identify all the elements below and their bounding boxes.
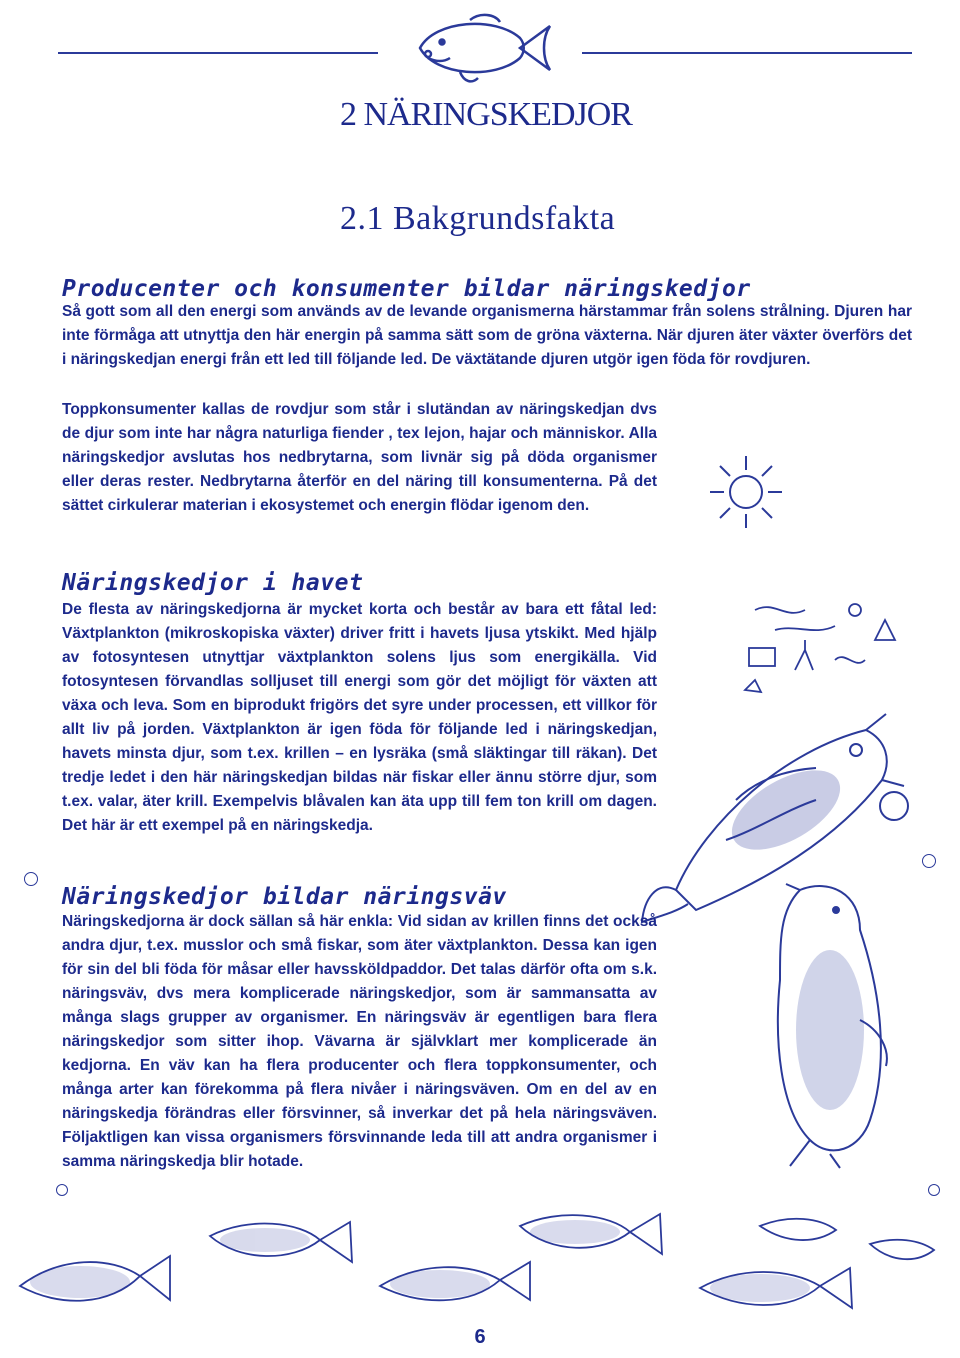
bubble-icon <box>922 854 936 868</box>
section-body-producers <box>62 300 912 372</box>
subchapter-title: 2.1 Bakgrundsfakta <box>340 200 616 237</box>
page-number: 6 <box>474 1326 486 1348</box>
bubble-icon <box>24 872 38 886</box>
paragraph: De flesta av näringskedjorna är mycket korta och består av bara ett fåtal led: Växtplankton (mikroskopiska växter) driver fritt i havets ljusa ytskikt. Med hjälp av fotosyntesen utnyttjar växtplankton solens ljus som energikälla. Vid fotosyntesen förvandlas solljuset till energi som gör det möjligt för växten att växa och leva. Som en biprodukt frigörs det syre under processen, ett villkor för allt liv på jorden. Växtplankton är igen föda för följande led i näringskedjan, havets minsta djur, som t.ex. krillen – en lysräka (små släktingar till räkan). Det tredje ledet i den här näringskedjan bildas när fiskar eller ännu större djur, som t.ex. valar, äter krill. Exempelvis blåvalen kan äta upp till fem ton krill om dagen. Det här är ett exempel på en näringskedja. <box>62 601 657 834</box>
header-rule-left <box>58 52 378 54</box>
sun-icon <box>706 452 786 532</box>
fish-icon <box>400 8 560 88</box>
section-body-sea <box>62 598 657 838</box>
chapter-title: 2 NÄRINGSKEDJOR <box>340 96 632 133</box>
bubble-icon <box>56 1184 68 1196</box>
paragraph: Näringskedjorna är dock sällan så här enkla: Vid sidan av krillen finns det också andra djur, t.ex. musslor och små fiskar, som äter växtplankton. Dessa kan igen för sin del bli föda för måsar eller havssköldpaddor. Det talas därför ofta om s.k. näringsväv, dvs mera komplicerade näringskedjor, som är sammansatta av många slags grupper av organismer. En näringsväv är egentligen bara flera näringskedjor som sitter ihop. Vävarna är självklart mer komplicerade än kedjorna. En väv kan ha flera producenter och flera toppkonsumenter, och många arter kan förekomma på flera nivåer i näringsväven. Om en del av en näringskedja förändras eller försvinner, så inverkar det på hela näringsväven. Följaktligen kan vissa organismers försvinnande leda till att andra organismer i samma näringskedja blir hotade. <box>62 913 657 1170</box>
section-heading-producers: Producenter och konsumenter bildar näringskedjor <box>62 276 751 302</box>
seal-illustration <box>740 870 920 1170</box>
section-body-web <box>62 910 657 1174</box>
paragraph: Så gott som all den energi som används av de levande organismerna härstammar från solens strålning. Djuren har inte förmåga att utnyttja den här energin på samma sätt som de gröna växterna. När djuren äter växter överförs det i näringskedjan energi från ett led till följande led. De växtätande djuren utgör igen föda för rovdjuren. <box>62 303 912 368</box>
header-rule-right <box>582 52 912 54</box>
section-heading-sea: Näringskedjor i havet <box>62 570 364 596</box>
paragraph: Toppkonsumenter kallas de rovdjur som står i slutändan av näringskedjan dvs de djur som inte har några naturliga fiender , tex lejon, hajar och människor. Alla näringskedjor avslutas hos nedbrytarna, som livnär sig på döda organismer eller deras rester. Nedbrytarna återför en del näring till konsumenterna. På det sättet cirkulerar materian i ekosystemet och energin flödar igenom den. <box>62 401 657 514</box>
section-heading-web: Näringskedjor bildar näringsväv <box>62 884 507 910</box>
fish-border <box>0 1196 960 1336</box>
bubble-icon <box>928 1184 940 1196</box>
